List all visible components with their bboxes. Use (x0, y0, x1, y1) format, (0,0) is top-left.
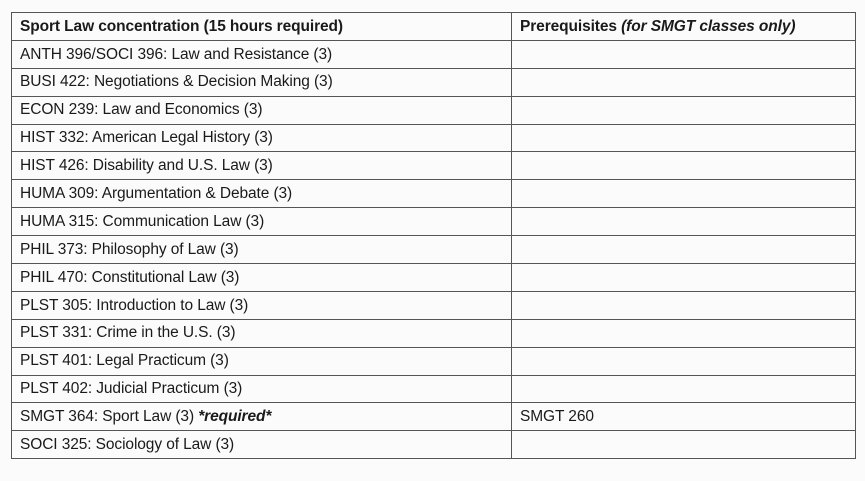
course-cell (12, 152, 512, 180)
course-name: HUMA 315: Communication Law (3) (20, 212, 265, 230)
table-row (12, 403, 856, 431)
prerequisite-cell (512, 180, 856, 208)
course-cell (12, 375, 512, 403)
course-cell (12, 124, 512, 152)
prerequisite-cell (512, 236, 856, 264)
table-row (12, 375, 856, 403)
table-row (12, 96, 856, 124)
course-name: SOCI 325: Sociology of Law (3) (20, 436, 235, 454)
course-name: PLST 402: Judicial Practicum (3) (20, 380, 243, 398)
course-name: SMGT 364: Sport Law (3) (20, 408, 199, 426)
course-name: PLST 331: Crime in the U.S. (3) (20, 324, 236, 342)
course-cell (12, 40, 512, 68)
prerequisite-cell (512, 152, 856, 180)
table-row (12, 431, 856, 459)
course-cell (12, 264, 512, 292)
prerequisite-cell (512, 208, 856, 236)
course-column-header: Sport Law concentration (15 hours required) (12, 13, 512, 41)
table-row (12, 152, 856, 180)
course-cell (12, 291, 512, 319)
course-name: HIST 332: American Legal History (3) (20, 129, 273, 147)
prerequisite-cell (512, 291, 856, 319)
prerequisite-cell (512, 40, 856, 68)
course-cell (12, 68, 512, 96)
course-name: PHIL 373: Philosophy of Law (3) (20, 240, 239, 258)
prerequisite-cell (512, 264, 856, 292)
prerequisite-cell: SMGT 260 (512, 403, 856, 431)
prerequisite-cell (512, 96, 856, 124)
prerequisite-cell (512, 68, 856, 96)
course-cell (12, 96, 512, 124)
table-row (12, 319, 856, 347)
course-name: HIST 426: Disability and U.S. Law (3) (20, 157, 273, 175)
prerequisites-header-label: Prerequisites (520, 17, 622, 35)
sport-law-concentration-table (11, 12, 856, 459)
course-name: PLST 401: Legal Practicum (3) (20, 352, 229, 370)
course-cell (12, 347, 512, 375)
course-cell (12, 319, 512, 347)
prerequisite-cell (512, 431, 856, 459)
course-cell (12, 431, 512, 459)
prerequisite-cell (512, 375, 856, 403)
course-cell (12, 403, 512, 431)
course-cell (12, 208, 512, 236)
course-name: BUSI 422: Negotiations & Decision Making (3) (20, 73, 333, 91)
table-row (12, 208, 856, 236)
prerequisite-cell (512, 347, 856, 375)
table-row (12, 347, 856, 375)
table-row (12, 291, 856, 319)
course-name: PLST 305: Introduction to Law (3) (20, 296, 249, 314)
table-row (12, 124, 856, 152)
course-name: PHIL 470: Constitutional Law (3) (20, 268, 240, 286)
table-row (12, 236, 856, 264)
table-row (12, 180, 856, 208)
course-cell (12, 180, 512, 208)
prerequisites-column-header (512, 13, 856, 41)
course-name: ANTH 396/SOCI 396: Law and Resistance (3) (20, 45, 333, 63)
table-row (12, 40, 856, 68)
prerequisite-cell (512, 124, 856, 152)
required-note: *required* (198, 408, 272, 426)
prerequisites-header-note: (for SMGT classes only) (621, 17, 796, 35)
course-name: HUMA 309: Argumentation & Debate (3) (20, 185, 293, 203)
prerequisite-cell (512, 319, 856, 347)
course-cell (12, 236, 512, 264)
table-row (12, 68, 856, 96)
course-name: ECON 239: Law and Economics (3) (20, 101, 263, 119)
table-row (12, 264, 856, 292)
table-header-row (12, 13, 856, 41)
